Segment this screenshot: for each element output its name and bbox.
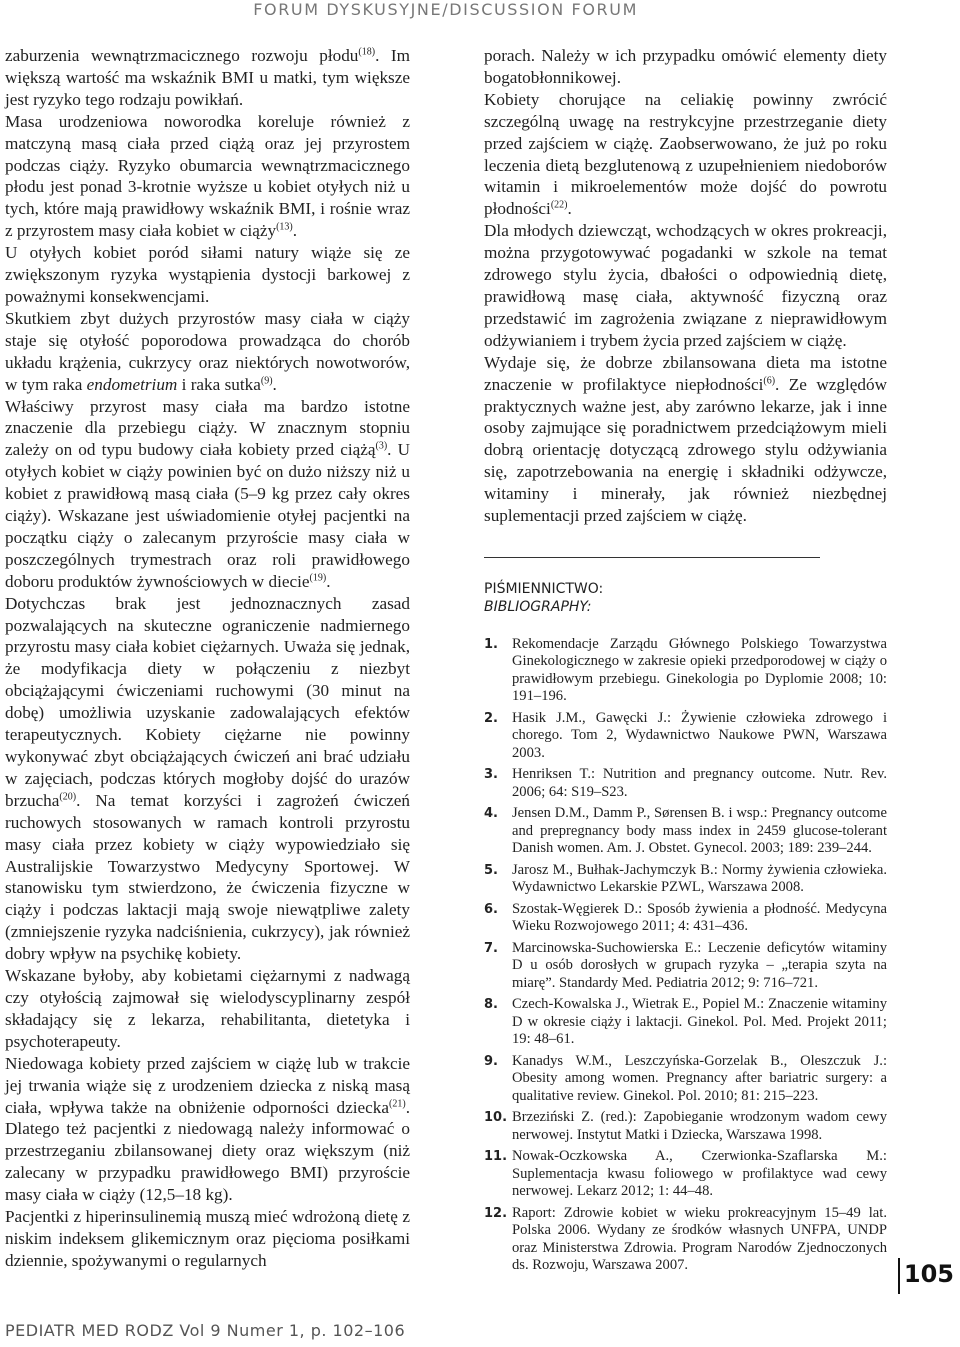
paragraph: Wydaje się, że dobrze zbilansowana dieta ma istotne znaczenie w profilaktyce niepłodności$^{(6)}$. Ze względów praktycznych ważne jest, aby zarówno lekarze, jak i inne osoby zajmujące się poradnictwem przedciążowym mieli dobrą orientację dotyczącą zdrowego stylu odżywiania się, zapotrzebowania na energię i składniki odżywcze, witaminy i minerały, jak również niezbędnej suplementacji przed zajściem w ciążę.: [484, 352, 887, 526]
reference-number: 1.: [484, 636, 498, 652]
citation-marker: (20): [59, 791, 77, 803]
italic-term: endometrium: [86, 374, 178, 394]
paragraph: Dla młodych dziewcząt, wchodzących w okres prokreacji, można przygotowywać pogadanki w szkole na temat zdrowego stylu życia, dbałości o odpowiednią dietę, prawidłową masę ciała, aktywność fizyczną oraz przedstawić im zagrożenia związane z nieprawidłowym odżywianiem i trybem życia przed zajściem w ciążę.: [484, 221, 887, 350]
reference-number: 12.: [484, 1205, 508, 1221]
reference-number: 8.: [484, 997, 498, 1013]
reference-item: [484, 766, 887, 801]
citation-marker: (19): [309, 572, 327, 584]
paragraph: Masa urodzeniowa noworodka koreluje również z matczyną masą ciała przed ciążą oraz jej przyrostem podczas ciąży. Ryzyko obumarcia wewnątrzmacicznego płodu jest ponad 3-krotnie wyższe u kobiet otyłych niż u tych, które mają prawidłowy wskaźnik BMI, i rośnie wraz z przyrostem masy ciała kobiet w ciąży$^{(13)}$.: [5, 111, 410, 241]
reference-text: Szostak-Węgierek D.: Sposób żywienia a płodność. Medycyna Wieku Rozwojowego 2011; 4: 431–436.: [512, 900, 887, 935]
left-text-column: [5, 45, 410, 1272]
citation-marker: (6): [763, 374, 776, 386]
reference-text: Czech-Kowalska J., Wietrak E., Popiel M.: Znaczenie witaminy D w okresie ciąży i laktacji. Ginekol. Pol. Med. Projekt 2011; 19: 48–61.: [512, 996, 887, 1048]
reference-item: [484, 636, 887, 706]
reference-item: [484, 1109, 887, 1144]
reference-item: [484, 996, 887, 1049]
citation-marker: (22): [550, 199, 568, 211]
reference-item: [484, 901, 887, 936]
reference-text: Brzeziński Z. (red.): Zapobieganie wrodzonym wadom cewy nerwowej. Instytut Matki i Dziecka, Warszawa 1998.: [512, 1109, 887, 1143]
reference-number: 5.: [484, 862, 498, 878]
reference-text: Jarosz M., Bułhak-Jachymczyk B.: Normy żywienia człowieka. Wydawnictwo Lekarskie PZWL, Warszawa 2008.: [512, 861, 887, 896]
reference-text: Henriksen T.: Nutrition and pregnancy outcome. Nutr. Rev. 2006; 64: S19–S23.: [512, 766, 887, 800]
reference-item: [484, 805, 887, 858]
citation-marker: (21): [389, 1097, 406, 1109]
reference-item: [484, 710, 887, 763]
paragraph: U otyłych kobiet poród siłami natury wiąże się ze zwiększonym ryzyka wystąpienia dystocji barkowej z poważnymi konsekwencjami.: [5, 243, 410, 306]
citation-marker: (3): [375, 440, 388, 452]
reference-number: 3.: [484, 767, 498, 783]
reference-number: 9.: [484, 1053, 498, 1069]
right-body-text: [484, 45, 887, 527]
footer-citation: PEDIATR MED RODZ Vol 9 Numer 1, p. 102–106: [5, 1321, 406, 1340]
paragraph: Kobiety chorujące na celiakię powinny zwrócić szczególną uwagę na restrykcyjne przestrzeganie diety przed zajściem w ciążę. Zaobserwowano, że już po roku leczenia dietą bezglutenową z uzupełnieniem niedoborów witamin i mikroelementów może dojść do powrotu płodności$^{(22)}$.: [484, 89, 887, 219]
right-text-column: [484, 45, 887, 1279]
reference-text: Jensen D.M., Damm P., Sørensen B. i wsp.: Pregnancy outcome and prepregnancy body mass index in 2459 glucose-tolerant Danish women. Am. J. Obstet. Gynecol. 2003; 189: 239–244.: [512, 805, 887, 857]
reference-number: 4.: [484, 806, 498, 822]
reference-list: [484, 636, 887, 1275]
bibliography-title-en: BIBLIOGRAPHY:: [484, 598, 592, 615]
reference-number: 6.: [484, 901, 498, 917]
page-number: 105: [903, 1260, 954, 1288]
citation-marker: (13): [276, 221, 293, 233]
bibliography-heading: [484, 580, 887, 616]
reference-number: 11.: [484, 1149, 508, 1165]
citation-marker: (18): [358, 46, 376, 58]
reference-item: [484, 1205, 887, 1275]
reference-item: [484, 1053, 887, 1106]
reference-text: Nowak-Oczkowska A., Czerwionka-Szaflarska M.: Suplementacja kwasu foliowego w profilaktyce wad cewy nerwowej. Lekarz 2012; 1: 44–48.: [512, 1148, 887, 1200]
paragraph: Właściwy przyrost masy ciała ma bardzo istotne znaczenie dla przebiegu ciąży. W znacznym stopniu zależy on od typu budowy ciała kobiety przed ciążą$^{(3)}$. U otyłych kobiet w ciąży powinien być on dużo niższy niż u kobiet z prawidłową masą ciała (5–9 kg przez cały okres ciąży). Wskazane jest uświadomienie otyłej pacjentki na początku ciąży o zalecanym przyroście masy ciała w poszczególnych trymestrach oraz roli prawidłowego doboru produktów żywnościowych w diecie$^{(19)}$.: [5, 396, 410, 591]
paragraph: Wskazane byłoby, aby kobietami ciężarnymi z nadwagą czy otyłością zajmował się wielodyscyplinarny zespół składający się z lekarza, rehabilitanta, dietetyka i psychoterapeuty.: [5, 966, 410, 1051]
reference-number: 10.: [484, 1110, 508, 1126]
reference-item: [484, 940, 887, 993]
paragraph: Dotychczas brak jest jednoznacznych zasad pozwalających na skuteczne ograniczenie nadmiernego przyrostu masy ciała kobiet ciężarnych. Uważa się jednak, że modyfikacja diety w połączeniu z niezbyt obciążającymi ćwiczeniami ruchowymi (30 minut na dobę) umożliwia uzyskanie zadowalających efektów terapeutycznych. Kobiety ciężarne nie powinny wykonywać zbyt obciążających ćwiczeń ani brać udziału w zajęciach, podczas których mogłoby dojść do urazów brzucha$^{(20)}$. Na temat korzyści i zagrożeń ćwiczeń ruchowych stosowanych w ramach kontroli przyrostu masy ciała przez kobiety w ciąży wypowiedziało się Australijskie Towarzystwo Medycyny Sportowej. W stanowisku tym stwierdzono, że ćwiczenia fizyczne w ciąży i podczas laktacji mają swoje niewątpliwe zalety (zmniejszenie ryzyka nadciśnienia, cukrzycy), jak również dobry wpływ na psychikę kobiety.: [5, 593, 410, 964]
paragraph: Skutkiem zbyt dużych przyrostów masy ciała w ciąży staje się otyłość poporodowa prowadząca do chorób układu krążenia, cukrzycy oraz niektórych nowotworów, w tym raka endometrium i raka sutka$^{(9)}$.: [5, 308, 410, 394]
reference-number: 7.: [484, 940, 498, 956]
bibliography-title-pl: PIŚMIENNICTWO:: [484, 580, 604, 597]
reference-text: Marcinowska-Suchowierska E.: Leczenie deficytów witaminy D u osób dorosłych w grupach ryzyka – „terapia szyta na miarę”. Standardy Med. Pediatria 2012; 9: 716–721.: [512, 939, 887, 991]
citation-marker: (9): [260, 374, 273, 386]
reference-item: [484, 862, 887, 897]
reference-text: Raport: Zdrowie kobiet w wieku prokreacyjnym 15–49 lat. Polska 2006. Wydany ze środków własnych UNFPA, UNDP oraz Ministerstwa Zdrowia. Program Narodów Zjednoczonych ds. Rozwoju, Warszawa 2007.: [512, 1204, 887, 1274]
paragraph: Niedowaga kobiety przed zajściem w ciążę lub w trakcie jej trwania wiąże się z urodzeniem dziecka z niską masą ciała, wpływa także na obniżenie odporności dziecka$^{(21)}$. Dlatego też pacjentki z niedowagą należy informować o przestrzeganiu zbilansowanej diety oraz większym (niż zalecany w przypadku prawidłowego BMI) przyroście masy ciała w ciąży (12,5–18 kg).: [5, 1053, 410, 1205]
page-number-divider: [898, 1258, 900, 1294]
reference-text: Rekomendacje Zarządu Głównego Polskiego Towarzystwa Ginekologicznego w zakresie opieki przedporodowej w ciąży o prawidłowym przebiegu. Ginekologia po Dyplomie 2008; 10: 191–196.: [512, 635, 887, 705]
reference-number: 2.: [484, 710, 498, 726]
reference-text: Kanadys W.M., Leszczyńska-Gorzelak B., Oleszczuk J.: Obesity among women. Pregnancy after bariatric surgery: a qualitative review. Ginekol. Pol. 2010; 81: 215–223.: [512, 1052, 887, 1104]
paragraph: porach. Należy w ich przypadku omówić elementy diety bogatobłonnikowej.: [484, 46, 887, 87]
paragraph: Pacjentki z hiperinsulinemią muszą mieć wdrożoną dietę z niskim indeksem glikemicznym oraz pięcioma posiłkami dziennie, spożywanymi o regularnych: [5, 1207, 410, 1270]
reference-item: [484, 1148, 887, 1201]
section-divider: [484, 557, 820, 558]
journal-section-header: FORUM DYSKUSYJNE/DISCUSSION FORUM: [253, 0, 638, 19]
paragraph: zaburzenia wewnątrzmacicznego rozwoju płodu$^{(18)}$. Im większą wartość ma wskaźnik BMI u matki, tym większe jest ryzyko tego rodzaju powikłań.: [5, 46, 410, 109]
reference-text: Hasik J.M., Gawęcki J.: Żywienie człowieka zdrowego i chorego. Tom 2, Wydawnictwo Naukowe PWN, Warszawa 2003.: [512, 709, 887, 761]
